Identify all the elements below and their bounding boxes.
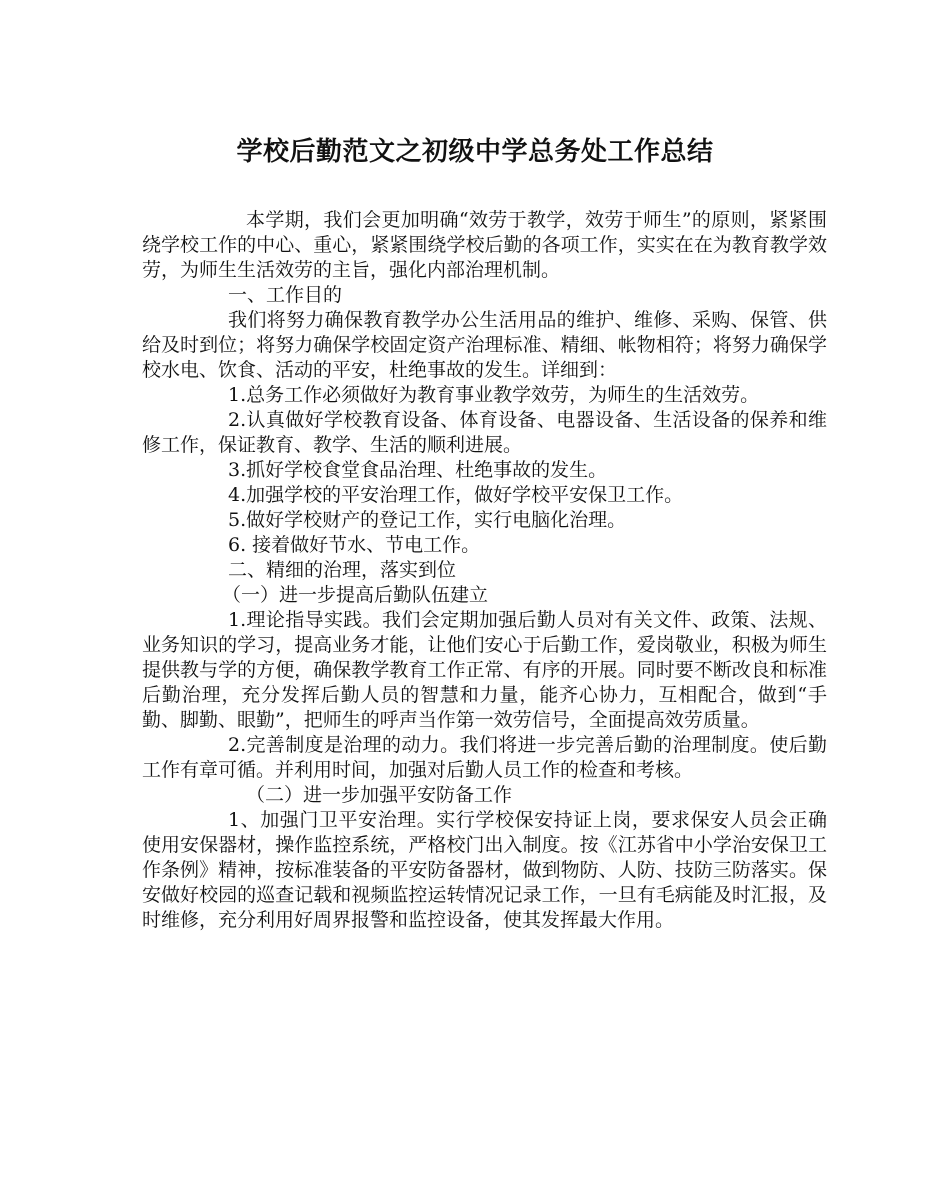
paragraph-theory: 1.理论指导实践。我们会定期加强后勤人员对有关文件、政策、法规、业务知识的学习，提高业务才能，让他们安心于后勤工作，爱岗敬业，积极为师生提供教与学的方便，确保教学教育工作正常、有序的开展。同时要不断改良和标准后勤治理，充分发挥后勤人员的智慧和力量，能齐心协力，互相配合，做到“手勤、脚勤、眼勤”，把师生的呼声当作第一效劳信号，全面提高效劳质量。	[142, 609, 827, 731]
document-body	[142, 208, 827, 933]
paragraph-intro: 本学期，我们会更加明确“效劳于教学，效劳于师生”的原则，紧紧围绕学校工作的中心、重心，紧紧围绕学校后勤的各项工作，实实在在为教育教学效劳，为师生生活效劳的主旨，强化内部治理机制。	[142, 209, 827, 281]
section-heading-goals: 一、工作目的	[228, 284, 343, 306]
paragraph-goals: 我们将努力确保教育教学办公生活用品的维护、维修、采购、保管、供给及时到位；将努力确保学校固定资产治理标准、精细、帐物相符；将努力确保学校水电、饮食、活动的平安，杜绝事故的发生。详细到：	[142, 309, 827, 381]
section-heading-management: 二、精细的治理，落实到位	[228, 559, 457, 581]
list-item-2: 2.认真做好学校教育设备、体育设备、电器设备、生活设备的保养和维修工作，保证教育、教学、生活的顺利进展。	[142, 409, 827, 456]
subsection-heading-team: （一）进一步提高后勤队伍建立	[222, 584, 489, 606]
list-item-6: 6. 接着做好节水、节电工作。	[228, 534, 481, 556]
list-item-5: 5.做好学校财产的登记工作，实行电脑化治理。	[228, 509, 627, 531]
list-item-3: 3.抓好学校食堂食品治理、杜绝事故的发生。	[228, 459, 608, 481]
subsection-heading-safety: （二）进一步加强平安防备工作	[246, 784, 513, 806]
list-item-4: 4.加强学校的平安治理工作，做好学校平安保卫工作。	[228, 484, 684, 506]
paragraph-guard: 1、加强门卫平安治理。实行学校保安持证上岗，要求保安人员会正确使用安保器材，操作监控系统，严格校门出入制度。按《江苏省中小学治安保卫工作条例》精神，按标准装备的平安防备器材，做到物防、人防、技防三防落实。保安做好校园的巡查记载和视频监控运转情况记录工作，一旦有毛病能及时汇报，及时维修，充分利用好周界报警和监控设备，使其发挥最大作用。	[142, 809, 827, 931]
list-item-1: 1.总务工作必须做好为教育事业教学效劳，为师生的生活效劳。	[228, 384, 760, 406]
document-title: 学校后勤范文之初级中学总务处工作总结	[236, 137, 714, 167]
paragraph-system: 2.完善制度是治理的动力。我们将进一步完善后勤的治理制度。使后勤工作有章可循。并利用时间，加强对后勤人员工作的检查和考核。	[142, 734, 827, 781]
